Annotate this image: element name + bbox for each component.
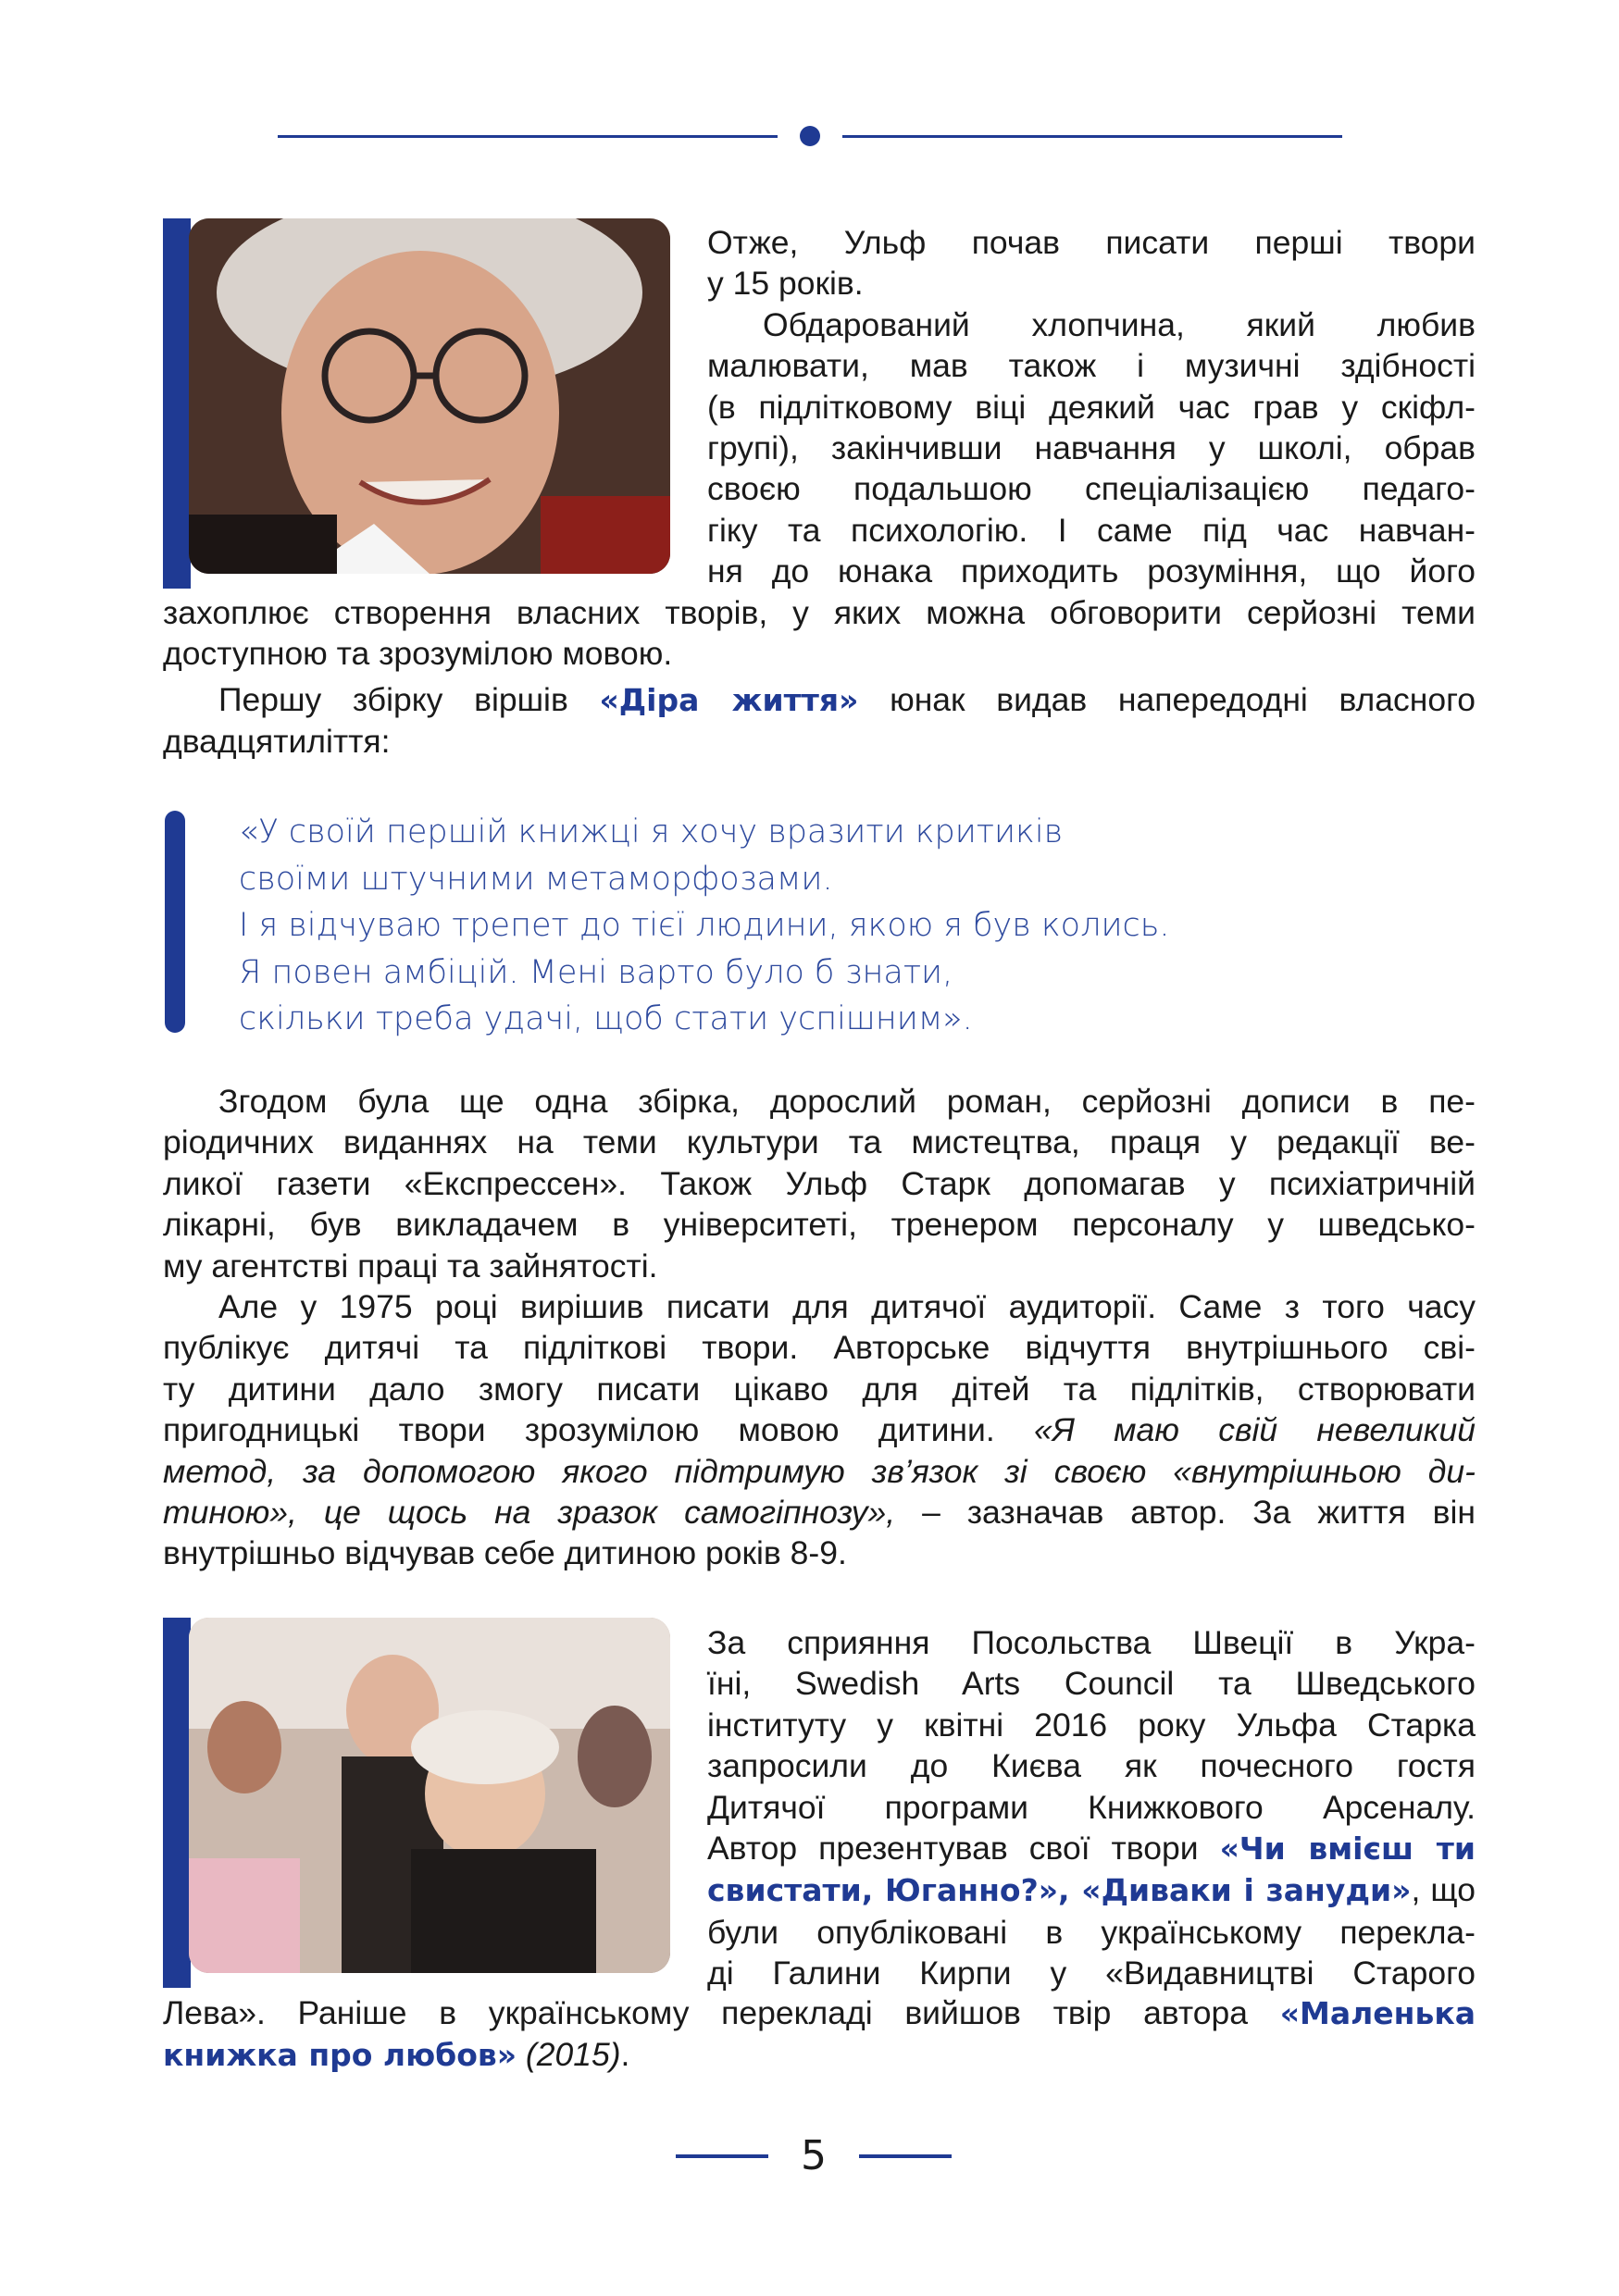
text-line: інституту у квітні 2016 року Ульфа Старка [707,1706,1476,1744]
text-line: му агентстві праці та зайнятості. [163,1247,658,1285]
quote-bar [165,811,185,1033]
quote-italic: «Я маю свій невеликий [1033,1411,1476,1449]
page-number: 5 [801,2132,827,2179]
book-title: «Чи вмієш ти [1219,1831,1476,1868]
text-line: ня до юнака приходить розуміння, що його [707,552,1476,590]
text-line: їні, Swedish Arts Council та Шведського [707,1665,1476,1703]
kyiv-visit-paragraph-right [707,1622,1476,1994]
text-line: Дитячої програми Книжкового Арсеналу. [707,1788,1476,1826]
quote-italic: тиною», це щось на зразок самогіпнозу», [163,1494,896,1532]
text-span: , що [1411,1871,1476,1909]
text-span: юнак видав напередодні власного [858,681,1476,718]
text-line [163,2034,1476,2076]
quote-line: скільки треба удачі, щоб стати успішним». [239,1000,973,1037]
text-line: Але у 1975 році вирішив писати для дитячої аудиторії. Саме з того часу [218,1288,1476,1325]
text-line: запросили до Києва як почесного гостя [707,1747,1476,1785]
text-line: За сприяння Посольства Швеції в Укра- [707,1624,1476,1661]
book-title: «Маленька [1279,1994,1476,2031]
photo-accent-bar [163,218,191,589]
text-line: ріодичних виданнях на теми культури та мистецтва, праця у редакції ве- [163,1123,1476,1161]
text-line [163,679,1476,721]
text-line [163,1492,1476,1533]
page-number-line-left [676,2154,768,2158]
text-span: пригодницькі твори зрозумілою мовою дитини. [163,1411,1034,1449]
quote-line: «У своїй першій книжці я хочу вразити критиків [239,813,1064,850]
year-italic: (2015) [517,2036,621,2073]
text-line: (в підлітковому віці деякий час грав у скіфл- [707,388,1476,426]
children-writing-paragraph [163,1286,1476,1574]
author-portrait-photo [189,218,670,574]
text-span: Автор презентував свої твори [707,1830,1220,1868]
book-title: свистати, Юганно?», «Диваки і зануди» [707,1872,1412,1909]
text-line: Згодом була ще одна збірка, дорослий роман, серйозні дописи в пе- [218,1083,1476,1120]
book-title: книжка про любов» [163,2037,517,2073]
text-line: групі), закінчивши навчання у школі, обрав [707,429,1476,467]
text-line: лікарні, був викладачем в університеті, тренером персоналу у шведсько- [163,1206,1476,1244]
text-line [707,1828,1476,1869]
text-line: захоплює створення власних творів, у яких можна обговорити серйозні теми [163,593,1476,631]
text-line: ту дитини дало змогу писати цікаво для дітей та підлітків, створювати [163,1370,1476,1408]
intro-paragraph-right [707,222,1476,592]
text-span: Лева». Раніше в українському перекладі вийшов твір автора [163,1993,1280,2031]
text-line: внутрішньо відчував себе дитиною років 8-9. [163,1534,847,1572]
text-line: публікує дитячі та підліткові твори. Авторське відчуття внутрішнього сві- [163,1329,1476,1367]
text-line: були опубліковані в українському перекла- [707,1913,1476,1951]
text-line: Отже, Ульф почав писати перші твори [707,224,1476,261]
ornament-line-right [842,135,1342,138]
text-line: ді Галини Кирпи у «Видавництві Старого [707,1955,1476,1992]
first-collection-paragraph [163,679,1476,763]
quote-block [239,809,1350,1043]
kyiv-visit-paragraph-full [163,1992,1476,2077]
text-line: у 15 років. [707,265,864,303]
text-line [707,1869,1476,1911]
text-line: малювати, мав також і музичні здібності [707,347,1476,385]
text-line: Обдарований хлопчина, який любив [763,305,1476,343]
top-ornament [278,126,1342,148]
ornament-line-left [278,135,778,138]
ornament-dot [800,126,820,146]
quote-line: Я повен амбіцій. Мені варто було б знати, [239,953,953,991]
page-number-line-right [859,2154,952,2158]
text-line: гіку та психологію. І саме під час навчан- [707,511,1476,549]
text-line: метод, за допомогою якого підтримую зв’язок зі своєю «внутрішньою ди- [163,1452,1476,1490]
book-title: «Діра життя» [599,682,859,718]
text-line: ликої газети «Експрессен». Також Ульф Старк допомагав у психіатричній [163,1164,1476,1202]
photo-accent-bar [163,1618,191,1988]
text-line: своєю подальшою спеціалізацією педаго- [707,470,1476,508]
quote-line: І я відчуваю трепет до тієї людини, якою я був колись. [239,907,1170,944]
text-line: двадцятиліття: [163,723,391,761]
text-line [163,1992,1476,2034]
career-paragraph [163,1081,1476,1286]
text-line: доступною та зрозумілою мовою. [163,635,673,672]
text-span: – зазначав автор. За життя він [895,1494,1476,1532]
quote-line: своїми штучними метаморфозами. [239,860,833,898]
intro-paragraph-full [163,592,1476,675]
text-line [163,1409,1476,1450]
event-photo [189,1618,670,1973]
text-span: . [620,2036,630,2073]
text-span: Першу збірку віршів [218,681,600,718]
